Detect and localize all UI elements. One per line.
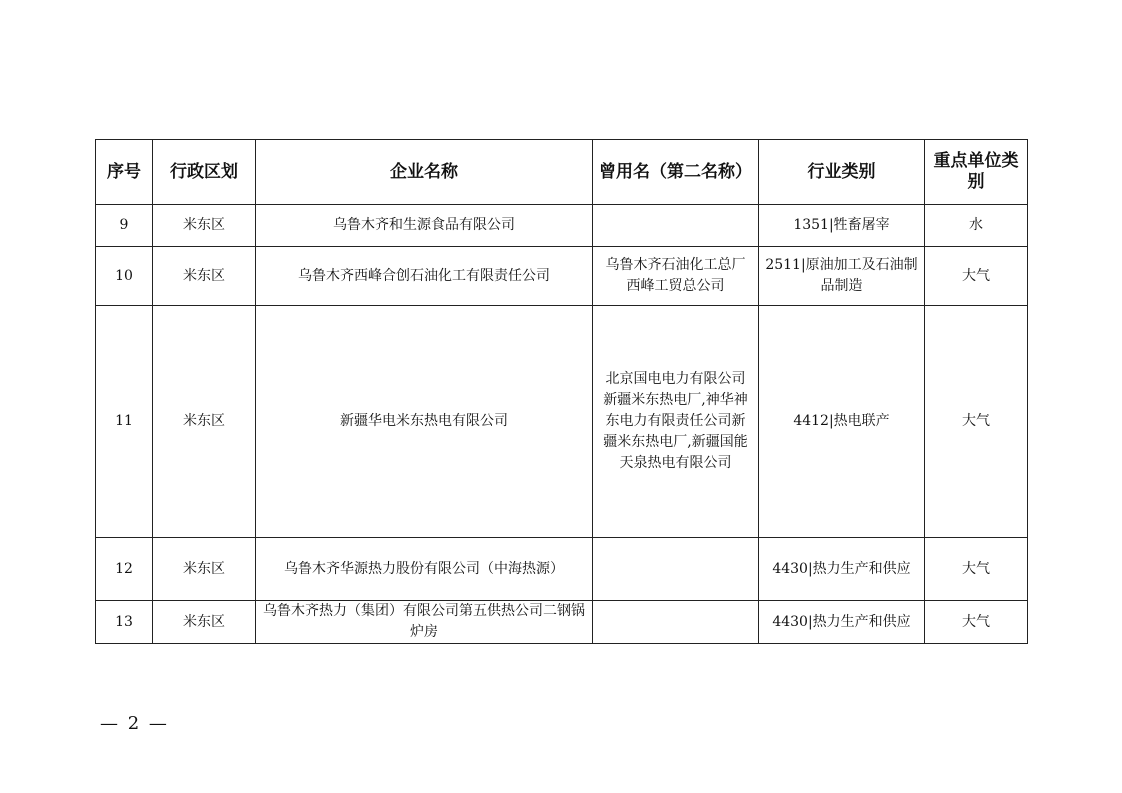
cell-district: 米东区 <box>153 205 256 247</box>
cell-industry: 1351|牲畜屠宰 <box>759 205 925 247</box>
cell-key-unit-category: 水 <box>925 205 1028 247</box>
cell-district: 米东区 <box>153 247 256 306</box>
header-serial-number: 序号 <box>96 140 153 205</box>
cell-industry: 4412|热电联产 <box>759 306 925 538</box>
table-header-row <box>96 140 1028 205</box>
cell-company-name: 乌鲁木齐华源热力股份有限公司（中海热源） <box>256 538 593 601</box>
cell-serial-number: 11 <box>96 306 153 538</box>
cell-key-unit-category: 大气 <box>925 247 1028 306</box>
cell-industry: 4430|热力生产和供应 <box>759 601 925 644</box>
cell-district: 米东区 <box>153 538 256 601</box>
header-district: 行政区划 <box>153 140 256 205</box>
cell-serial-number: 9 <box>96 205 153 247</box>
header-former-name: 曾用名（第二名称） <box>593 140 759 205</box>
cell-serial-number: 10 <box>96 247 153 306</box>
cell-company-name: 乌鲁木齐和生源食品有限公司 <box>256 205 593 247</box>
cell-former-name: 乌鲁木齐石油化工总厂西峰工贸总公司 <box>593 247 759 306</box>
cell-key-unit-category: 大气 <box>925 601 1028 644</box>
page-number: — 2 — <box>100 713 169 734</box>
header-industry: 行业类别 <box>759 140 925 205</box>
table-row <box>96 306 1028 538</box>
cell-company-name: 乌鲁木齐热力（集团）有限公司第五供热公司二钢锅炉房 <box>256 601 593 644</box>
cell-serial-number: 12 <box>96 538 153 601</box>
enterprise-table <box>95 139 1028 644</box>
cell-former-name <box>593 601 759 644</box>
cell-district: 米东区 <box>153 306 256 538</box>
table-row <box>96 247 1028 306</box>
table-row <box>96 538 1028 601</box>
cell-industry: 2511|原油加工及石油制品制造 <box>759 247 925 306</box>
cell-company-name: 新疆华电米东热电有限公司 <box>256 306 593 538</box>
cell-industry: 4430|热力生产和供应 <box>759 538 925 601</box>
cell-company-name: 乌鲁木齐西峰合创石油化工有限责任公司 <box>256 247 593 306</box>
cell-former-name <box>593 538 759 601</box>
header-company-name: 企业名称 <box>256 140 593 205</box>
cell-key-unit-category: 大气 <box>925 538 1028 601</box>
header-key-unit-category: 重点单位类别 <box>925 140 1028 205</box>
table-row <box>96 205 1028 247</box>
cell-former-name: 北京国电电力有限公司新疆米东热电厂,神华神东电力有限责任公司新疆米东热电厂,新疆国能天泉热电有限公司 <box>593 306 759 538</box>
table-row <box>96 601 1028 644</box>
cell-serial-number: 13 <box>96 601 153 644</box>
cell-district: 米东区 <box>153 601 256 644</box>
cell-former-name <box>593 205 759 247</box>
cell-key-unit-category: 大气 <box>925 306 1028 538</box>
